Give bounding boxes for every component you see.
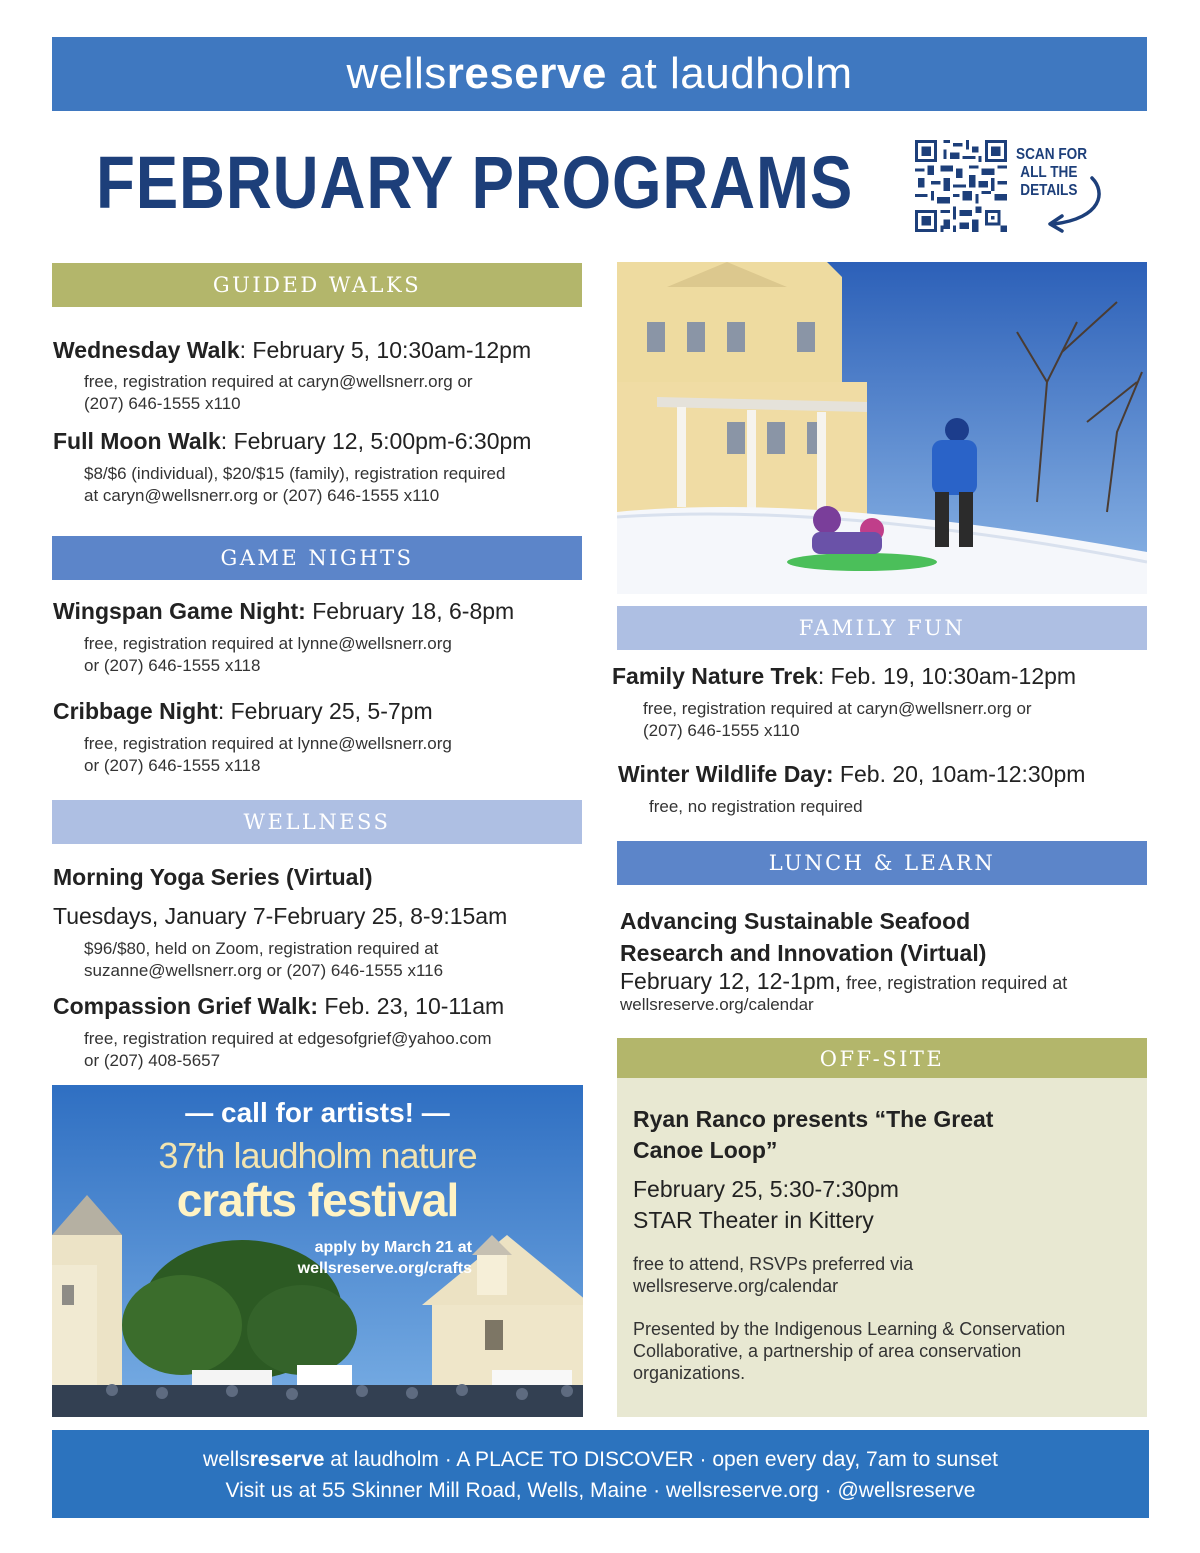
- event-details: [84, 1028, 492, 1072]
- event-name: Morning Yoga Series (Virtual): [53, 864, 373, 890]
- scan-line-1: SCAN FOR: [1016, 146, 1088, 163]
- event-name: Cribbage Night: [53, 698, 218, 724]
- event-name: Full Moon Walk: [53, 428, 221, 454]
- off-site-panel: [617, 1078, 1147, 1417]
- event-name: Winter Wildlife Day:: [618, 761, 834, 787]
- event-when: : February 5, 10:30am-12pm: [239, 337, 532, 363]
- detail-line: (207) 646-1555 x110: [643, 721, 800, 740]
- detail-line: or (207) 646-1555 x118: [84, 756, 261, 775]
- detail-line: $96/$80, held on Zoom, registration required at: [84, 939, 439, 958]
- event-details: [649, 796, 863, 818]
- event-sustainable-seafood: [620, 905, 986, 969]
- when-line: February 25, 5:30-7:30pm: [633, 1176, 899, 1202]
- footer-line-1: [52, 1444, 1149, 1475]
- detail-line: free, registration required at lynne@wellsnerr.org: [84, 734, 452, 753]
- event-title-line: Research and Innovation (Virtual): [620, 940, 987, 966]
- event-title-line: Advancing Sustainable Seafood: [620, 908, 971, 934]
- event-when: Feb. 20, 10am-12:30pm: [833, 761, 1086, 787]
- event-name: Family Nature Trek: [612, 663, 818, 689]
- venue-line: STAR Theater in Kittery: [633, 1207, 874, 1233]
- event-name: Wingspan Game Night:: [53, 598, 306, 624]
- detail-line: free, registration required at lynne@wellsnerr.org: [84, 634, 452, 653]
- event-cribbage-night: [53, 698, 433, 725]
- event-details: [84, 733, 452, 777]
- detail-line: or (207) 408-5657: [84, 1051, 221, 1070]
- footer-brand-light: wells: [203, 1448, 250, 1471]
- detail-line: free, registration required at caryn@wellsnerr.org or: [643, 699, 1032, 718]
- banner-brand-light: wells: [346, 49, 447, 98]
- event-details: [84, 633, 452, 677]
- event-details: [643, 698, 1032, 742]
- footer-tagline: at laudholm · A PLACE TO DISCOVER · open every day, 7am to sunset: [324, 1448, 998, 1471]
- event-details: [84, 371, 473, 415]
- event-note: free, registration required at: [841, 973, 1068, 993]
- detail-line: suzanne@wellsnerr.org or (207) 646-1555 x116: [84, 961, 444, 980]
- apply-line: apply by March 21 at: [314, 1239, 472, 1256]
- event-when-line: [620, 968, 1067, 995]
- section-off-site: OFF-SITE: [617, 1038, 1147, 1080]
- event-name: Compassion Grief Walk:: [53, 993, 318, 1019]
- footer: [52, 1430, 1149, 1518]
- event-when: February 18, 6-8pm: [305, 598, 515, 624]
- top-banner: [52, 37, 1147, 111]
- detail-line: wellsreserve.org/calendar: [620, 995, 814, 1014]
- event-wednesday-walk: [53, 337, 531, 364]
- section-family-fun: FAMILY FUN: [617, 606, 1147, 650]
- festival-edition: 37th laudholm nature: [158, 1135, 477, 1176]
- detail-line: free, registration required at edgesofgrief@yahoo.com: [84, 1029, 492, 1048]
- footer-line-2: Visit us at 55 Skinner Mill Road, Wells, Maine · wellsreserve.org · @wellsreserve: [225, 1479, 976, 1502]
- event-when: Feb. 23, 10-11am: [317, 993, 505, 1019]
- section-guided-walks: GUIDED WALKS: [52, 263, 582, 307]
- detail-line: at caryn@wellsnerr.org or (207) 646-1555 x110: [84, 486, 440, 505]
- event-family-nature-trek: [612, 663, 1076, 690]
- scan-line-2: ALL THE: [1020, 164, 1078, 181]
- event-full-moon-walk: [53, 428, 531, 455]
- apply-link[interactable]: wellsreserve.org/crafts: [297, 1260, 472, 1277]
- section-lunch-learn: LUNCH & LEARN: [617, 841, 1147, 885]
- event-when: Tuesdays, January 7-February 25, 8-9:15am: [53, 903, 508, 929]
- detail-line: Presented by the Indigenous Learning & Conservation: [633, 1319, 1066, 1339]
- event-morning-yoga: [53, 864, 373, 891]
- page-title: FEBRUARY PROGRAMS: [96, 141, 854, 224]
- event-compassion-grief-walk: [53, 993, 504, 1020]
- event-details: [84, 463, 505, 507]
- event-when: : Feb. 19, 10:30am-12pm: [817, 663, 1077, 689]
- event-ryan-ranco: [633, 1104, 993, 1166]
- event-when: February 12, 12-1pm,: [620, 968, 842, 994]
- section-game-nights: GAME NIGHTS: [52, 536, 582, 580]
- detail-line: free, no registration required: [649, 797, 863, 816]
- event-title-line: Ryan Ranco presents “The Great: [633, 1106, 994, 1132]
- festival-call: — call for artists! —: [185, 1097, 450, 1128]
- event-winter-wildlife-day: [618, 761, 1085, 788]
- event-when: : February 12, 5:00pm-6:30pm: [220, 428, 532, 454]
- section-wellness: WELLNESS: [52, 800, 582, 844]
- event-presenter: [633, 1318, 1065, 1384]
- detail-line: or (207) 646-1555 x118: [84, 656, 261, 675]
- event-details: [84, 938, 443, 982]
- scan-line-3: DETAILS: [1020, 182, 1078, 199]
- detail-line: Collaborative, a partnership of area conservation: [633, 1341, 1022, 1361]
- event-when: [633, 1174, 899, 1236]
- crafts-festival-photo: [52, 1085, 583, 1417]
- festival-apply: [272, 1237, 472, 1279]
- detail-line: organizations.: [633, 1363, 746, 1383]
- qr-code-icon[interactable]: [915, 140, 1007, 232]
- footer-brand-bold: reserve: [249, 1448, 325, 1471]
- winter-scene-illustration: [617, 262, 1147, 594]
- event-rsvp: [633, 1253, 913, 1297]
- banner-brand-tail: at laudholm: [606, 49, 853, 98]
- detail-line: (207) 646-1555 x110: [84, 394, 241, 413]
- curved-arrow-icon: [1040, 172, 1110, 234]
- event-wingspan-game-night: [53, 598, 514, 625]
- detail-line: free to attend, RSVPs preferred via: [633, 1254, 914, 1274]
- detail-line: $8/$6 (individual), $20/$15 (family), registration required: [84, 464, 506, 483]
- winter-sledding-photo: [617, 262, 1147, 594]
- event-title-line: Canoe Loop”: [633, 1137, 778, 1163]
- event-when: : February 25, 5-7pm: [217, 698, 433, 724]
- festival-name: crafts festival: [176, 1174, 459, 1226]
- detail-line: free, registration required at caryn@wellsnerr.org or: [84, 372, 473, 391]
- event-name: Wednesday Walk: [53, 337, 240, 363]
- event-details: [620, 994, 814, 1016]
- banner-brand-bold: reserve: [446, 49, 607, 98]
- detail-line: wellsreserve.org/calendar: [633, 1276, 839, 1296]
